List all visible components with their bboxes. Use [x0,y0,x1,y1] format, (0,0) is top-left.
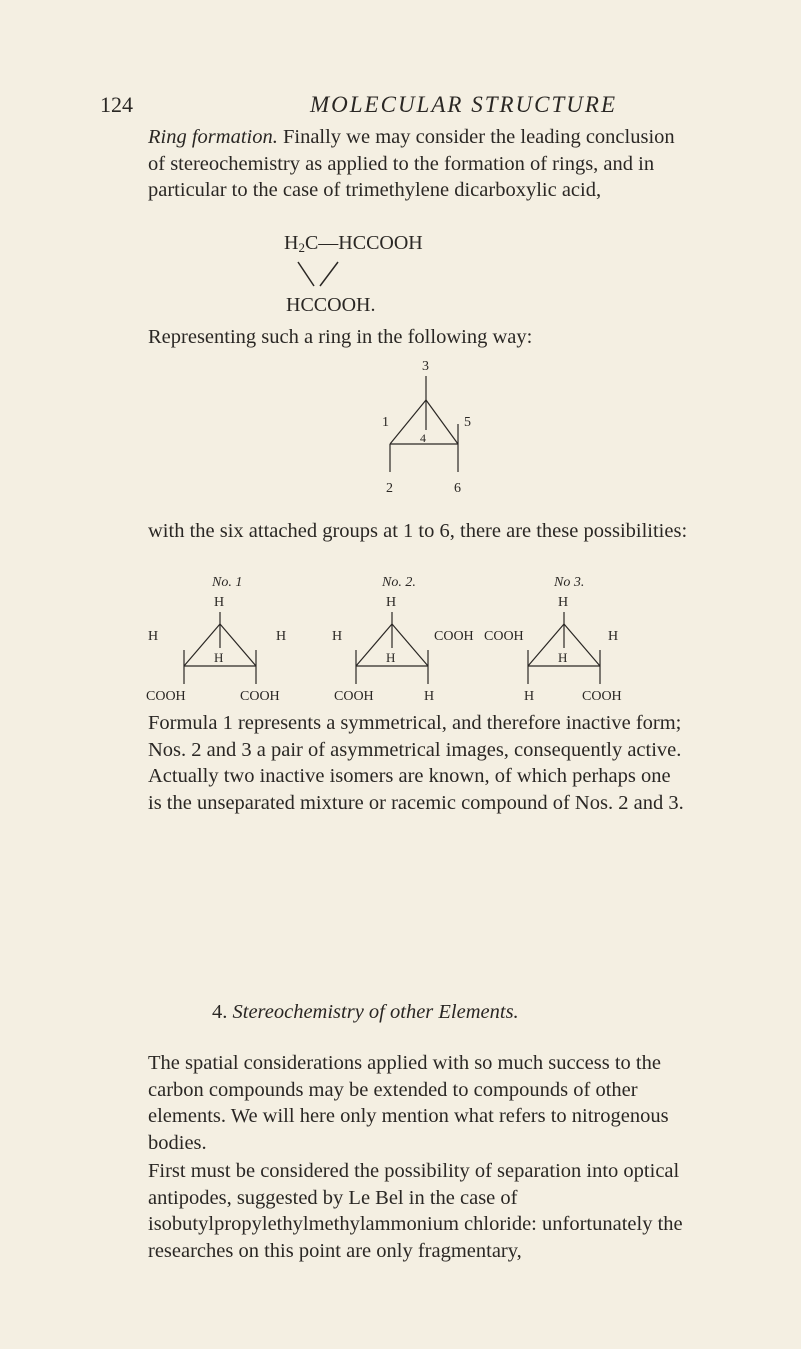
isomer-bottom-left: H [524,689,535,702]
section-number: 4. [212,1001,228,1023]
ring-label-2: 2 [386,481,393,496]
isomer-bottom-right: H [424,689,435,702]
paragraph-formula-1: Formula 1 represents a symmetrical, and therefore inactive form; Nos. 2 and 3 a pair of asymmetrical images, consequently active. Actually two inactive isomers are known, of which perhaps one is the unseparated mixture or racemic compound of Nos. 2 and 3. [148,712,684,814]
isomer-bottom-right: COOH [240,689,280,702]
paragraph-ring-formation [148,124,688,204]
formula-line-3: HCCOOH. [286,294,376,316]
isomer-left: H [148,629,159,644]
isomer-1 [146,575,286,702]
page-number: 124 [100,92,133,117]
isomer-top: H [558,595,569,610]
isomer-right: H [276,629,287,644]
ring-label-6: 6 [454,481,461,496]
isomer-2 [332,575,474,702]
ring-label-1: 1 [382,415,389,430]
isomer-right: H [608,629,619,644]
lead-heading: Ring formation. [148,126,278,148]
isomer-right: COOH [434,629,474,644]
ring-diagram [330,352,490,502]
isomer-center: H [214,650,224,665]
ring-label-5: 5 [464,415,471,430]
paragraph-spatial: The spatial considerations applied with so much success to the carbon compounds may be extended to compounds of other elements. We will here only mention what refers to nitrogenous bodies. [148,1052,669,1154]
isomer-left: H [332,629,343,644]
section-title: Stereochemistry of other Elements. [232,1001,519,1023]
isomer-title: No. 2. [382,575,416,590]
formula-bond-lines [280,258,360,292]
section-heading [212,1001,519,1024]
isomer-title: No. 1 [212,575,243,590]
isomer-center: H [558,650,568,665]
isomer-top: H [214,595,225,610]
isomer-title: No 3. [554,575,585,590]
ring-label-4: 4 [420,431,426,445]
ring-label-3: 3 [422,359,429,374]
isomer-bottom-left: COOH [334,689,374,702]
isomer-bottom-right: COOH [582,689,622,702]
running-title: MOLECULAR STRUCTURE [310,92,617,117]
paragraph-representing: Representing such a ring in the following way: [148,326,533,348]
isomer-top: H [386,595,397,610]
isomer-diagrams [140,572,680,702]
paragraph-text: Finally we may consider the leading conclusion of stereochemistry as applied to the formation of rings, and in particular to the case of trimethylene dicarboxylic acid, [148,126,675,201]
isomer-bottom-left: COOH [146,689,186,702]
isomer-center: H [386,650,396,665]
formula-line-1: $H_2C—HCCOOH$ [284,232,423,255]
isomer-3 [484,575,622,702]
paragraph-possibilities: with the six attached groups at 1 to 6, there are these possibilities: [148,520,688,542]
paragraph-first-must: First must be considered the possibility of separation into optical antipodes, suggested by Le Bel in the case of isobutylpropylethylmethylammonium chloride: unfortunately the researches on this point are only fragmentary, [148,1160,683,1262]
isomer-left: COOH [484,629,524,644]
